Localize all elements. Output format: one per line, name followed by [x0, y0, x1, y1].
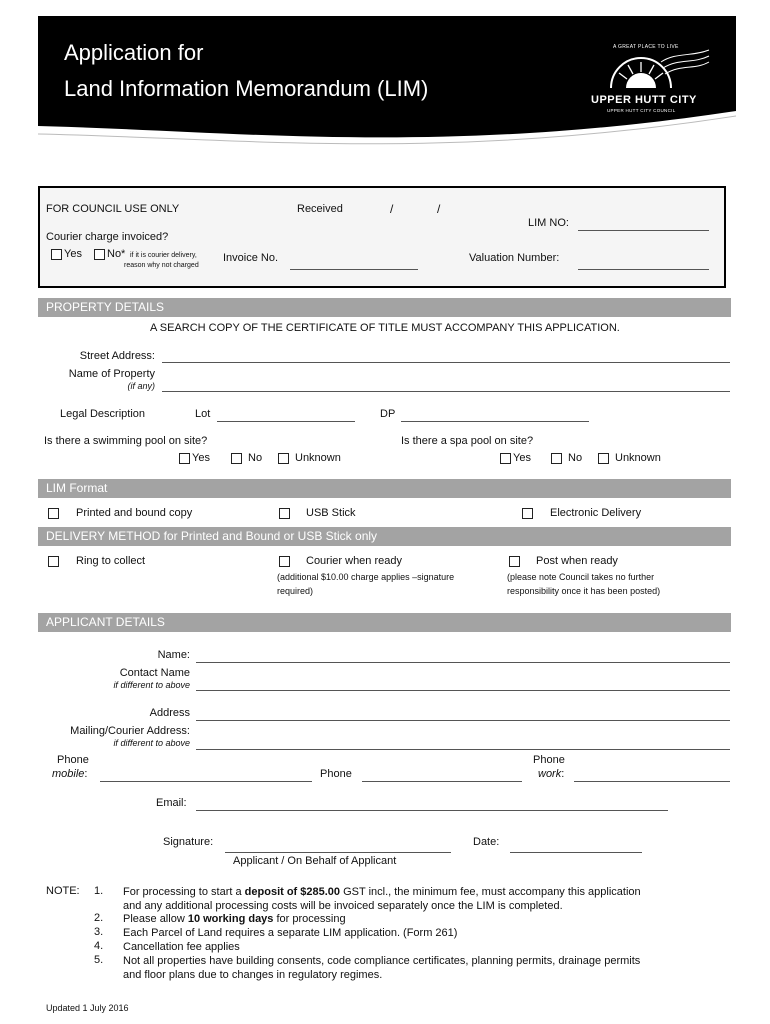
on-behalf-label: Applicant / On Behalf of Applicant — [233, 855, 397, 867]
contact-label: Contact Name — [119, 667, 190, 679]
date-slash-2: / — [437, 202, 441, 216]
legal-label: Legal Description — [60, 408, 145, 420]
post-checkbox[interactable] — [509, 556, 520, 567]
post-note-2: responsibility once it has been posted) — [507, 586, 661, 596]
contact-if-diff: if different to above — [113, 680, 190, 690]
received-label: Received — [297, 203, 343, 215]
pool-no-label: No — [248, 452, 263, 464]
mailing-field[interactable] — [196, 749, 730, 750]
name-field[interactable] — [196, 662, 730, 663]
courier-checkbox[interactable] — [279, 556, 290, 567]
work-field[interactable] — [574, 781, 730, 782]
pool-unknown-checkbox[interactable] — [278, 453, 289, 464]
spa-unknown-label: Unknown — [615, 452, 661, 464]
title-line-2: Land Information Memorandum (LIM) — [64, 76, 429, 101]
address-field[interactable] — [196, 720, 730, 721]
pool-unknown-label: Unknown — [295, 452, 341, 464]
address-label: Address — [149, 707, 190, 719]
logo-sub: UPPER HUTT CITY COUNCIL — [607, 108, 676, 113]
note-5 — [123, 954, 723, 982]
spa-no-checkbox[interactable] — [551, 453, 562, 464]
printed-checkbox[interactable] — [48, 508, 59, 519]
spa-yes-checkbox[interactable] — [500, 453, 511, 464]
pool-question: Is there a swimming pool on site? — [44, 435, 208, 447]
spa-no-label: No — [568, 452, 583, 464]
courier-no-checkbox[interactable] — [94, 249, 105, 260]
name-property-field[interactable] — [162, 391, 730, 392]
printed-label: Printed and bound copy — [76, 507, 193, 519]
note-3: Each Parcel of Land requires a separate LIM application. (Form 261) — [123, 927, 458, 939]
note-5-num: 5. — [94, 954, 104, 966]
phone-mobile-sub — [52, 768, 87, 780]
mobile-field[interactable] — [100, 781, 312, 782]
phone-label: Phone — [320, 768, 352, 780]
courier-question: Courier charge invoiced? — [46, 231, 169, 243]
post-note-1: (please note Council takes no further — [507, 572, 655, 582]
electronic-checkbox[interactable] — [522, 508, 533, 519]
note-1-d: and any additional processing costs will be invoiced separately once the LIM is completed. — [123, 900, 563, 912]
courier-yes-label: Yes — [64, 248, 82, 260]
note-1-num: 1. — [94, 885, 104, 897]
lim-no-field[interactable] — [578, 230, 709, 231]
note-5-a: Not all properties have building consents, code compliance certificates, planning permits, drainage permits — [123, 955, 641, 967]
courier-no-note: if it is courier delivery, — [130, 252, 197, 259]
applicant-bar: APPLICANT DETAILS — [38, 613, 731, 632]
name-property-label: Name of Property — [68, 368, 155, 380]
title-notice: A SEARCH COPY OF THE CERTIFICATE OF TITLE MUST ACCOMPANY THIS APPLICATION. — [150, 322, 620, 334]
delivery-bar: DELIVERY METHOD for Printed and Bound or USB Stick only — [38, 527, 731, 546]
ring-checkbox[interactable] — [48, 556, 59, 567]
note-4-num: 4. — [94, 940, 104, 952]
name-label: Name: — [157, 649, 190, 661]
pool-yes-checkbox[interactable] — [179, 453, 190, 464]
courier-no-note-2: reason why not charged — [124, 262, 199, 269]
note-2 — [123, 912, 723, 926]
note-2-days: 10 working days — [187, 913, 274, 925]
dp-field[interactable] — [401, 421, 589, 422]
date-slash-1: / — [390, 202, 394, 216]
logo-city: UPPER HUTT CITY — [591, 94, 697, 106]
mobile-colon: : — [84, 768, 88, 780]
note-4: Cancellation fee applies — [123, 941, 240, 953]
ring-label: Ring to collect — [76, 555, 146, 567]
pool-yes-label: Yes — [192, 452, 210, 464]
mobile-label: mobile — [52, 768, 85, 780]
phone-work-sub — [538, 768, 564, 780]
council-logo — [591, 42, 711, 122]
work-colon: : — [561, 768, 565, 780]
header-banner — [38, 16, 736, 158]
work-label: work — [538, 768, 562, 780]
lot-label: Lot — [195, 408, 211, 420]
signature-field[interactable] — [225, 852, 451, 853]
note-3-num: 3. — [94, 926, 104, 938]
spa-unknown-checkbox[interactable] — [598, 453, 609, 464]
title-line-1: Application for — [64, 40, 204, 65]
spa-yes-label: Yes — [513, 452, 531, 464]
valuation-field[interactable] — [578, 269, 709, 270]
mailing-if-diff: if different to above — [113, 738, 190, 748]
date-label: Date: — [473, 836, 500, 848]
valuation-label: Valuation Number: — [469, 252, 560, 264]
courier-no-label: No* — [107, 248, 126, 260]
phone-work-label: Phone — [533, 754, 565, 766]
property-details-bar: PROPERTY DETAILS — [38, 298, 731, 317]
note-1-a: For processing to start a — [123, 886, 245, 898]
note-1-deposit: deposit of $285.00 — [244, 886, 341, 898]
lot-field[interactable] — [217, 421, 355, 422]
date-field[interactable] — [510, 852, 642, 853]
courier-yes-checkbox[interactable] — [51, 249, 62, 260]
street-label: Street Address: — [79, 350, 155, 362]
invoice-label: Invoice No. — [223, 252, 279, 264]
email-label: Email: — [156, 797, 187, 809]
pool-no-checkbox[interactable] — [231, 453, 242, 464]
street-field[interactable] — [162, 362, 730, 363]
phone-field[interactable] — [362, 781, 522, 782]
updated-footer: Updated 1 July 2016 — [46, 1003, 129, 1013]
courier-note-2: required) — [277, 586, 314, 596]
note-2-num: 2. — [94, 912, 104, 924]
signature-label: Signature: — [163, 836, 214, 848]
email-field[interactable] — [196, 810, 668, 811]
note-1 — [123, 885, 723, 913]
courier-label: Courier when ready — [306, 555, 402, 567]
council-use-heading: FOR COUNCIL USE ONLY — [46, 203, 180, 215]
note-5-b: and floor plans due to changes in regulatory regimes. — [123, 969, 383, 981]
logo-tagline: A GREAT PLACE TO LIVE — [613, 44, 679, 50]
invoice-field[interactable] — [290, 269, 418, 270]
note-2-c: for processing — [273, 913, 346, 925]
contact-field[interactable] — [196, 690, 730, 691]
spa-question: Is there a spa pool on site? — [401, 435, 534, 447]
electronic-label: Electronic Delivery — [550, 507, 642, 519]
note-2-a: Please allow — [123, 913, 188, 925]
note-1-c: GST incl., the minimum fee, must accompany this application — [340, 886, 641, 898]
phone-mobile-label: Phone — [57, 754, 89, 766]
usb-checkbox[interactable] — [279, 508, 290, 519]
if-any-label: (if any) — [127, 381, 155, 391]
usb-label: USB Stick — [306, 507, 356, 519]
lim-no-label: LIM NO: — [528, 217, 569, 229]
lim-format-bar: LIM Format — [38, 479, 731, 498]
mailing-label: Mailing/Courier Address: — [70, 725, 190, 737]
courier-note-1: (additional $10.00 charge applies –signature — [277, 572, 455, 582]
post-label: Post when ready — [536, 555, 618, 567]
note-label: NOTE: — [46, 885, 80, 897]
dp-label: DP — [380, 408, 396, 420]
